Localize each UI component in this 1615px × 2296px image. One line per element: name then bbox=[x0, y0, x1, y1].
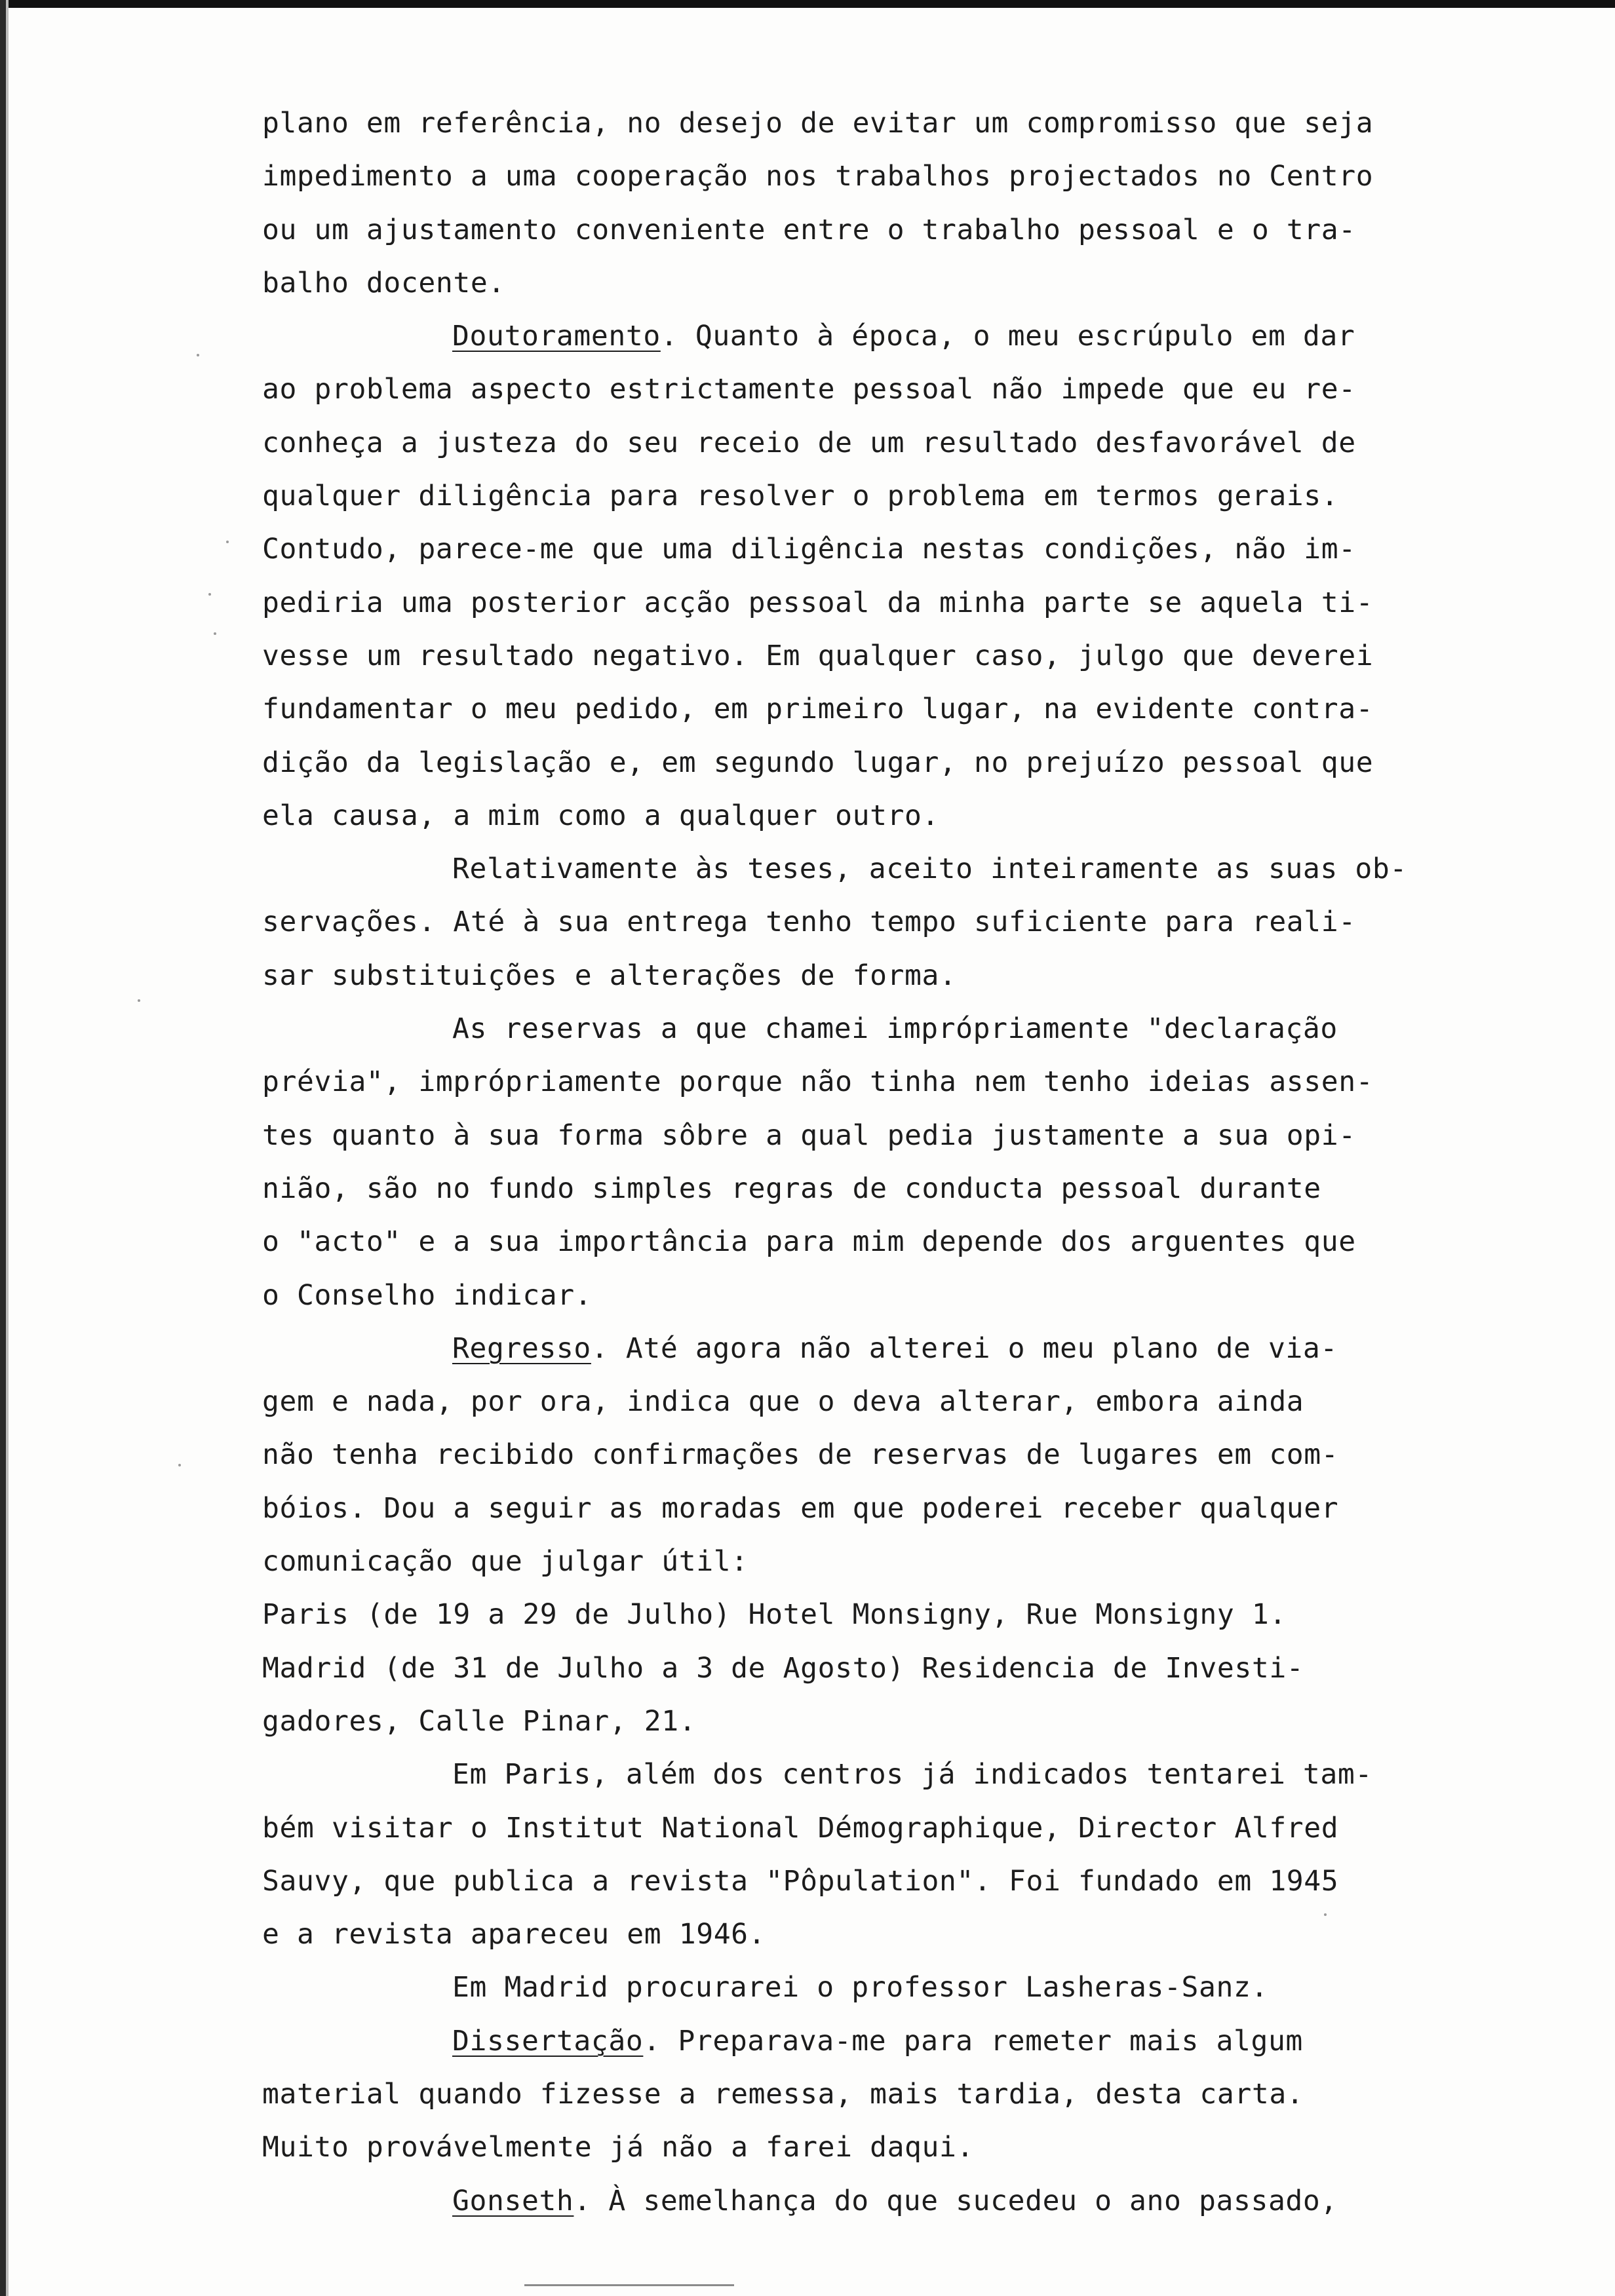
text-line: ao problema aspecto estrictamente pessoal não impede que eu re- bbox=[262, 373, 1356, 406]
scan-speck bbox=[197, 354, 199, 356]
scan-speck bbox=[214, 632, 216, 635]
letter-body bbox=[262, 97, 1508, 2228]
scan-speck bbox=[178, 1464, 181, 1466]
text-span: . Quanto à época, o meu escrúpulo em dar bbox=[660, 320, 1355, 353]
text-span: . À semelhança do que sucedeu o ano passado, bbox=[574, 2184, 1338, 2217]
text-line: fundamentar o meu pedido, em primeiro lugar, na evidente contra- bbox=[262, 693, 1374, 726]
scan-speck bbox=[138, 999, 140, 1002]
section-heading-regresso: Regresso bbox=[452, 1331, 591, 1365]
section-line-dissertacao bbox=[262, 2015, 1508, 2068]
text-line: As reservas a que chamei imprópriamente "declaração bbox=[452, 1012, 1338, 1046]
text-line: dição da legislação e, em segundo lugar, no prejuízo pessoal que bbox=[262, 746, 1374, 779]
text-line: plano em referência, no desejo de evitar um compromisso que seja bbox=[262, 107, 1374, 140]
section-line-gonseth bbox=[262, 2175, 1508, 2228]
text-span: . Até agora não alterei o meu plano de via- bbox=[591, 1331, 1338, 1365]
text-line: ela causa, a mim como a qualquer outro. bbox=[262, 799, 940, 832]
text-line: não tenha recibido confirmações de reservas de lugares em com- bbox=[262, 1438, 1339, 1472]
text-line: ou um ajustamento conveniente entre o trabalho pessoal e o tra- bbox=[262, 213, 1356, 246]
text-line: prévia", imprópriamente porque não tinha nem tenho ideias assen- bbox=[262, 1065, 1374, 1099]
text-line: material quando fizesse a remessa, mais tardia, desta carta. bbox=[262, 2077, 1304, 2111]
text-line: e a revista apareceu em 1946. bbox=[262, 1918, 766, 1951]
address-paris: Paris (de 19 a 29 de Julho) Hotel Monsigny, Rue Monsigny 1. bbox=[262, 1598, 1287, 1632]
text-line: Contudo, parece-me que uma diligência nestas condições, não im- bbox=[262, 533, 1356, 566]
text-line: Muito provávelmente já não a farei daqui. bbox=[262, 2131, 975, 2164]
scan-left-edge-shadow bbox=[6, 0, 9, 2296]
text-line: balho docente. bbox=[262, 266, 505, 299]
section-line-doutoramento bbox=[262, 310, 1508, 363]
text-line: Relativamente às teses, aceito inteiramente as suas ob- bbox=[452, 852, 1407, 886]
text-line: gadores, Calle Pinar, 21. bbox=[262, 1704, 697, 1738]
text-line: pediria uma posterior acção pessoal da minha parte se aquela ti- bbox=[262, 586, 1374, 619]
text-line: conheça a justeza do seu receio de um resultado desfavorável de bbox=[262, 426, 1356, 459]
scan-top-edge bbox=[0, 0, 1615, 8]
section-heading-gonseth: Gonseth bbox=[452, 2184, 574, 2217]
bottom-rule bbox=[524, 2284, 734, 2286]
text-line: sar substituições e alterações de forma. bbox=[262, 959, 957, 992]
section-line-regresso bbox=[262, 1322, 1508, 1375]
text-line: bém visitar o Institut National Démographique, Director Alfred bbox=[262, 1811, 1339, 1845]
address-madrid: Madrid (de 31 de Julho a 3 de Agosto) Residencia de Investi- bbox=[262, 1651, 1304, 1685]
text-line: nião, são no fundo simples regras de conducta pessoal durante bbox=[262, 1172, 1321, 1205]
section-heading-doutoramento: Doutoramento bbox=[452, 320, 661, 353]
scan-speck bbox=[208, 593, 211, 596]
text-line: vesse um resultado negativo. Em qualquer caso, julgo que deverei bbox=[262, 639, 1374, 672]
text-line: Em Paris, além dos centros já indicados tentarei tam- bbox=[452, 1758, 1372, 1791]
text-line: gem e nada, por ora, indica que o deva alterar, embora ainda bbox=[262, 1385, 1304, 1419]
text-line: tes quanto à sua forma sôbre a qual pedia justamente a sua opi- bbox=[262, 1119, 1356, 1152]
text-line: qualquer diligência para resolver o problema em termos gerais. bbox=[262, 480, 1339, 513]
scan-left-edge bbox=[0, 0, 6, 2296]
text-line: o Conselho indicar. bbox=[262, 1278, 593, 1312]
text-line: Sauvy, que publica a revista "Pôpulation". Foi fundado em 1945 bbox=[262, 1864, 1339, 1898]
text-span: . Preparava-me para remeter mais algum bbox=[643, 2024, 1303, 2057]
text-line: impedimento a uma cooperação nos trabalhos projectados no Centro bbox=[262, 160, 1374, 193]
text-line: Em Madrid procurarei o professor Lasheras-Sanz. bbox=[452, 1971, 1268, 2004]
text-line: bóios. Dou a seguir as moradas em que poderei receber qualquer bbox=[262, 1491, 1339, 1525]
text-line: servações. Até à sua entrega tenho tempo suficiente para reali- bbox=[262, 906, 1356, 939]
section-heading-dissertacao: Dissertação bbox=[452, 2024, 644, 2057]
text-line: comunicação que julgar útil: bbox=[262, 1545, 749, 1578]
text-line: o "acto" e a sua importância para mim depende dos arguentes que bbox=[262, 1225, 1356, 1259]
scan-speck bbox=[226, 541, 229, 543]
